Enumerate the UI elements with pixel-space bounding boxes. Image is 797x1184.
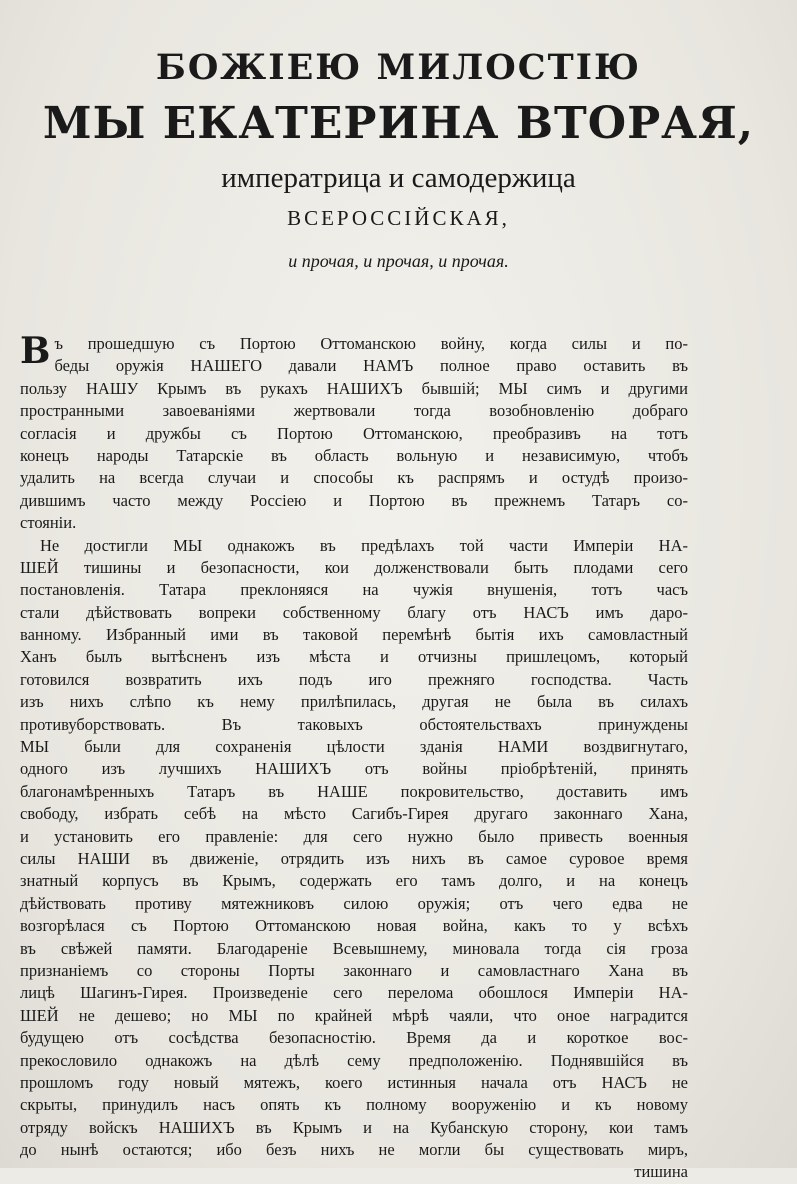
text-line: дившимъ часто между Россіею и Портою въ прежнемъ Татаръ со- (20, 490, 688, 510)
text-line: признаніемъ со стороны Порты законнаго и самовластнаго Хана въ (20, 960, 688, 980)
document-header (0, 0, 797, 276)
text-line: беды оружія НАШЕГО давали НАМЪ полное право оставить въ (54, 356, 688, 376)
text-line: пространными завоеваніями жертвовали тогда возобновленію добраго (20, 401, 688, 421)
text-line: стояніи. (20, 513, 77, 533)
text-line: и установить его правленіе: для сего нужно было привесть военныя (20, 826, 688, 846)
manifesto-body (20, 330, 688, 1184)
text-line: до нынѣ остаются; ибо безъ нихъ не могли бы существовать миръ, (20, 1140, 688, 1160)
text-line: готовился возвратить ихъ подъ иго прежняго господства. Часть (20, 669, 688, 689)
text-line: лицѣ Шагинъ-Гирея. Произведеніе сего перелома обошлося Имперіи НА- (20, 983, 688, 1003)
text-line: удалить на всегда случаи и способы къ распрямъ и остудѣ произо- (20, 468, 688, 488)
text-line: свободу, избрать себѣ на мѣсто Сагибъ-Гирея другаго законнаго Хана, (20, 804, 688, 824)
text-line: пользу НАШУ Крымъ въ рукахъ НАШИХЪ бывшій; МЫ симъ и другими (20, 378, 688, 398)
text-line: возгорѣлася съ Портою Оттоманскою новая война, какъ то у всѣхъ (20, 916, 688, 936)
text-line: Ханъ былъ вытѣсненъ изъ мѣста и отчизны пришлецомъ, который (20, 647, 688, 667)
text-line: скрыты, принудилъ насъ опять къ полному вооруженію и къ новому (20, 1095, 688, 1115)
text-line: дѣйствовать противу мятежниковъ силою оружія; отъ чего едва не (20, 893, 688, 913)
text-line: стали дѣйствовать вопреки собственному благу отъ НАСЪ имъ даро- (20, 602, 688, 622)
text-line: изъ нихъ слѣпо къ нему прилѣпилась, другая не была въ силахъ (20, 692, 688, 712)
realm-heading: ВСЕРОССІЙСКАЯ, (287, 206, 510, 230)
etcetera-line: и прочая, и прочая, и прочая. (288, 251, 509, 271)
text-line: ШЕЙ не дешево; но МЫ по крайней мѣрѣ чаяли, что оное наградится (20, 1005, 688, 1025)
text-line: въ свѣжей памяти. Благодареніе Всевышнему, миновала тогда сія гроза (20, 938, 688, 958)
text-line: одного изъ лучшихъ НАШИХЪ отъ войны пріобрѣтеній, принять (20, 759, 688, 779)
invocation-heading: БОЖІЕЮ МИЛОСТІЮ (155, 47, 642, 88)
text-line: ъ прошедшую съ Портою Оттоманскою войну, когда силы и по- (54, 334, 688, 353)
text-line: Не достигли МЫ однакожъ въ предѣлахъ той части Имперіи НА- (40, 535, 688, 555)
text-line: ШЕЙ тишины и безопасности, кои долженствовали быть плодами сего (20, 557, 688, 577)
text-line: согласія и дружбы съ Портою Оттоманскою, преобразивъ на тотъ (20, 423, 688, 443)
text-line: тишина (634, 1162, 688, 1182)
title-heading: императрица и самодержица (221, 162, 576, 194)
text-line: постановленія. Татара преклоняяся на чужія внушенія, тотъ часъ (20, 580, 688, 600)
text-line: знатный корпусъ въ Крымъ, содержать его тамъ долго, и на конецъ (20, 871, 688, 891)
sovereign-name-heading: МЫ ЕКАТЕРИНА ВТОРАЯ, (42, 98, 755, 149)
text-line: ванному. Избранный ими въ таковой перемѣнѣ бытія ихъ самовластный (20, 625, 688, 645)
text-line: МЫ были для сохраненія цѣлости зданія НАМИ воздвигнутаго, (20, 737, 688, 757)
text-line: конецъ народы Татарскіе въ область вольную и независимую, чтобъ (20, 445, 688, 465)
text-line: прекословило однакожъ на дѣлѣ сему предположенію. Поднявшійся въ (20, 1050, 688, 1070)
text-line: противуборствовать. Въ таковыхъ обстоятельствахъ принуждены (20, 714, 688, 734)
drop-cap: В (20, 330, 51, 372)
text-line: будущею отъ сосѣдства безопасностію. Время да и короткое вос- (20, 1028, 688, 1048)
text-line: благонамѣренныхъ Татаръ въ НАШЕ покровительство, доставить имъ (20, 781, 688, 801)
text-line: силы НАШИ въ движеніе, отрядить изъ нихъ въ самое суровое время (20, 848, 688, 868)
text-line: прошломъ году новый мятежъ, коего истинныя начала отъ НАСЪ не (20, 1072, 688, 1092)
text-line: отряду войскъ НАШИХЪ въ Крымъ и на Кубанскую сторону, кои тамъ (20, 1117, 688, 1137)
